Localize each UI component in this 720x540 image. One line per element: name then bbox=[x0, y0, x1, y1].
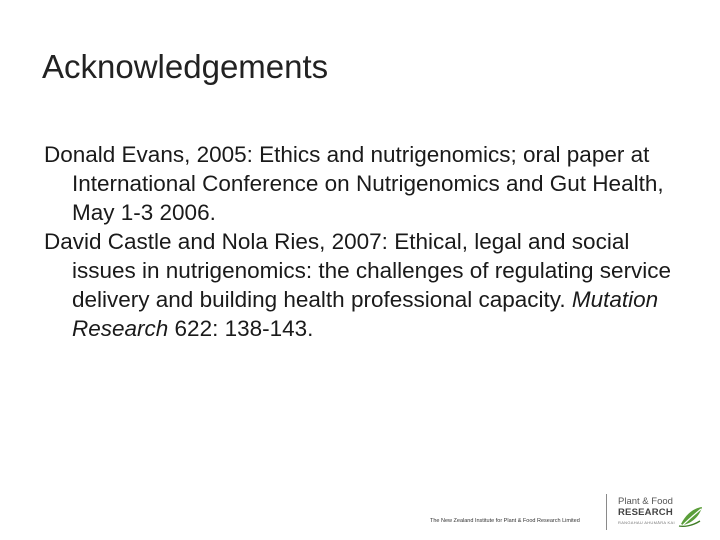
reference-text: Donald Evans, 2005: Ethics and nutrigenomics; oral paper at International Conference on Nutrigenomics and Gut Health, May 1-3 2006. bbox=[44, 142, 664, 225]
reference-item bbox=[44, 227, 684, 343]
reference-text: David Castle and Nola Ries, 2007: Ethical, legal and social issues in nutrigenomics: the challenges of regulating service delivery and building health professional capacity. bbox=[44, 229, 672, 312]
logo-line-3: RANGAHAU AHUMĀRA KAI bbox=[618, 520, 675, 525]
leaf-swoosh-icon bbox=[678, 504, 704, 528]
journal-name: Mutation Research bbox=[72, 287, 659, 341]
slide-title: Acknowledgements bbox=[42, 48, 329, 85]
logo-line-1: Plant & Food bbox=[618, 496, 673, 507]
plant-food-research-logo bbox=[618, 496, 708, 532]
reference-list bbox=[44, 140, 684, 343]
footer-divider bbox=[606, 494, 607, 530]
logo-line-2: RESEARCH bbox=[618, 507, 673, 518]
footer-institute: The New Zealand Institute for Plant & Food Research Limited bbox=[430, 518, 580, 524]
reference-item bbox=[44, 140, 684, 227]
reference-citation: 622: 138-143. bbox=[168, 316, 314, 341]
